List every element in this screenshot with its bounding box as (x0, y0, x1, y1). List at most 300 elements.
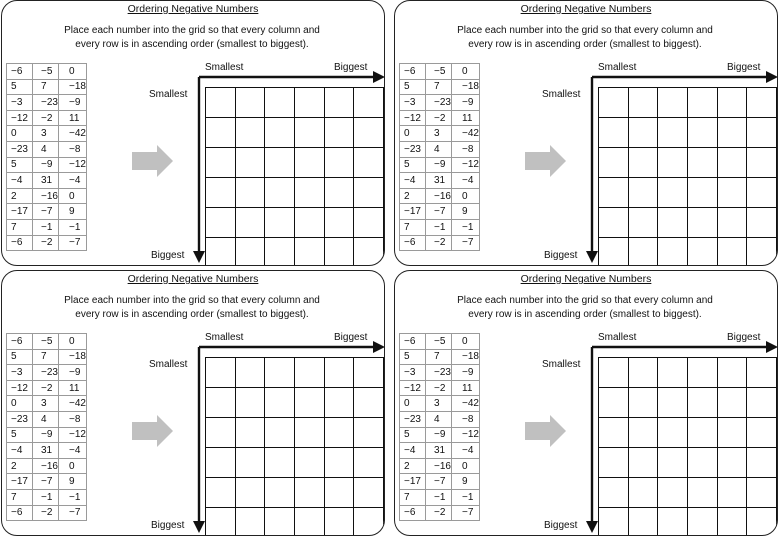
number-cell: −4 (59, 443, 87, 459)
answer-grid-cell[interactable] (687, 388, 717, 418)
answer-grid-cell[interactable] (747, 388, 777, 418)
smallest-label-top: Smallest (598, 332, 637, 343)
number-cell: 0 (452, 64, 480, 80)
number-cell: 11 (452, 380, 480, 396)
number-cell: −7 (59, 505, 87, 521)
number-cell: 9 (59, 204, 87, 220)
vertical-arrowhead-icon (586, 251, 598, 263)
answer-grid-cell[interactable] (658, 478, 688, 508)
answer-grid-cell[interactable] (294, 148, 324, 178)
number-cell: −3 (400, 365, 426, 381)
answer-grid-cell[interactable] (354, 148, 384, 178)
answer-grid-row (206, 88, 384, 118)
answer-grid-row (206, 388, 384, 418)
right-arrow-icon (132, 415, 173, 447)
number-cell: −42 (59, 126, 87, 142)
number-cell: 0 (7, 396, 33, 412)
answer-grid-cell[interactable] (717, 478, 747, 508)
answer-grid-cell[interactable] (235, 358, 265, 388)
answer-grid-cell[interactable] (717, 148, 747, 178)
answer-grid-cell[interactable] (294, 358, 324, 388)
number-cell: 0 (400, 396, 426, 412)
worksheet-card (1, 270, 385, 536)
number-cell: −6 (400, 64, 426, 80)
number-cell: −23 (33, 95, 59, 111)
number-cell: 4 (33, 411, 59, 427)
biggest-label-side: Biggest (544, 250, 578, 261)
number-cell: −18 (59, 349, 87, 365)
answer-grid-cell[interactable] (717, 388, 747, 418)
answer-grid-cell[interactable] (294, 508, 324, 537)
answer-grid-cell[interactable] (324, 508, 354, 537)
answer-grid-cell[interactable] (658, 238, 688, 267)
number-cell: 5 (7, 157, 33, 173)
answer-grid-cell[interactable] (658, 88, 688, 118)
number-cell: 4 (426, 141, 452, 157)
answer-grid-cell[interactable] (628, 508, 658, 537)
number-cell: −12 (400, 380, 426, 396)
answer-grid-row (599, 508, 777, 537)
instruction-line-1: Place each number into the grid so that every column and (457, 295, 713, 306)
answer-grid-cell[interactable] (235, 478, 265, 508)
answer-grid (205, 357, 384, 536)
answer-grid-cell[interactable] (354, 208, 384, 238)
right-arrow-icon (132, 145, 173, 177)
instruction-line-2: every row is in ascending order (smallest to biggest). (468, 39, 702, 50)
answer-grid-cell[interactable] (599, 358, 629, 388)
number-cell: 0 (452, 334, 480, 350)
number-cell: 7 (400, 489, 426, 505)
vertical-arrowhead-icon (193, 251, 205, 263)
number-cell: −8 (452, 411, 480, 427)
answer-grid-cell[interactable] (747, 418, 777, 448)
answer-grid-cell[interactable] (265, 148, 295, 178)
number-cell: 7 (400, 219, 426, 235)
answer-grid-cell[interactable] (599, 388, 629, 418)
answer-grid-cell[interactable] (235, 88, 265, 118)
number-cell: −4 (7, 173, 33, 189)
number-cell: −2 (426, 505, 452, 521)
answer-grid-cell[interactable] (354, 448, 384, 478)
answer-grid-row (206, 418, 384, 448)
number-cell: 31 (33, 443, 59, 459)
answer-grid-cell[interactable] (628, 88, 658, 118)
number-cell: −1 (452, 219, 480, 235)
answer-grid-cell[interactable] (747, 178, 777, 208)
number-cell: 0 (59, 458, 87, 474)
number-cell: 5 (7, 349, 33, 365)
answer-grid-cell[interactable] (354, 418, 384, 448)
answer-grid-cell[interactable] (687, 448, 717, 478)
number-cell: −6 (7, 64, 33, 80)
answer-grid-cell[interactable] (265, 478, 295, 508)
answer-grid-cell[interactable] (687, 478, 717, 508)
answer-grid-cell[interactable] (354, 388, 384, 418)
answer-grid-cell[interactable] (717, 358, 747, 388)
number-cell: −1 (426, 219, 452, 235)
answer-grid-cell[interactable] (235, 238, 265, 267)
answer-grid-cell[interactable] (658, 508, 688, 537)
answer-grid-cell[interactable] (717, 208, 747, 238)
worksheet-card (1, 0, 385, 266)
number-cell: −5 (426, 334, 452, 350)
answer-grid-cell[interactable] (324, 448, 354, 478)
number-cell: −7 (33, 204, 59, 220)
number-cell: 0 (59, 64, 87, 80)
answer-grid-cell[interactable] (206, 88, 236, 118)
answer-grid-cell[interactable] (628, 148, 658, 178)
answer-grid-row (599, 208, 777, 238)
answer-grid-row (206, 448, 384, 478)
number-cell: −8 (59, 141, 87, 157)
number-cell: −9 (59, 95, 87, 111)
answer-grid-cell[interactable] (265, 118, 295, 148)
number-cell: −42 (452, 126, 480, 142)
answer-grid-cell[interactable] (658, 448, 688, 478)
answer-grid-cell[interactable] (717, 448, 747, 478)
answer-grid-cell[interactable] (747, 478, 777, 508)
number-cell: 7 (426, 79, 452, 95)
number-cell: −17 (7, 474, 33, 490)
number-cell: −1 (33, 489, 59, 505)
answer-grid-cell[interactable] (717, 418, 747, 448)
answer-grid-cell[interactable] (324, 478, 354, 508)
horizontal-arrowhead-icon (373, 71, 385, 83)
answer-grid-cell[interactable] (687, 178, 717, 208)
answer-grid-cell[interactable] (747, 448, 777, 478)
number-cell: −1 (452, 489, 480, 505)
number-cell: −7 (33, 474, 59, 490)
answer-grid-cell[interactable] (717, 118, 747, 148)
answer-grid-row (599, 418, 777, 448)
number-cell: −2 (33, 110, 59, 126)
number-cell: −6 (7, 505, 33, 521)
answer-grid-cell[interactable] (294, 448, 324, 478)
number-cell: −2 (33, 235, 59, 251)
answer-grid-cell[interactable] (658, 208, 688, 238)
number-cell: −23 (400, 141, 426, 157)
answer-grid-cell[interactable] (324, 88, 354, 118)
number-cell: 7 (33, 79, 59, 95)
answer-grid-cell[interactable] (235, 148, 265, 178)
answer-grid-cell[interactable] (628, 448, 658, 478)
answer-grid-cell[interactable] (324, 148, 354, 178)
answer-grid-cell[interactable] (265, 238, 295, 267)
worksheet-card (394, 0, 778, 266)
answer-grid-row (206, 508, 384, 537)
answer-grid-cell[interactable] (235, 448, 265, 478)
number-cell: −7 (426, 474, 452, 490)
answer-grid-cell[interactable] (658, 118, 688, 148)
answer-grid-cell[interactable] (294, 418, 324, 448)
number-cell: 2 (400, 458, 426, 474)
answer-grid-row (206, 208, 384, 238)
number-cell: −2 (33, 505, 59, 521)
answer-grid-cell[interactable] (747, 238, 777, 267)
number-cell: −6 (7, 334, 33, 350)
number-cell: −3 (400, 95, 426, 111)
answer-grid-cell[interactable] (206, 118, 236, 148)
instruction-line-1: Place each number into the grid so that every column and (457, 25, 713, 36)
number-cell: −6 (400, 235, 426, 251)
worksheet-title: Ordering Negative Numbers (520, 273, 652, 285)
number-cell: 9 (452, 204, 480, 220)
answer-grid (598, 357, 777, 536)
answer-grid-cell[interactable] (294, 88, 324, 118)
answer-grid-cell[interactable] (265, 448, 295, 478)
number-cell: −5 (33, 64, 59, 80)
answer-grid-cell[interactable] (658, 178, 688, 208)
biggest-label-top: Biggest (727, 332, 761, 343)
answer-grid-cell[interactable] (687, 418, 717, 448)
number-cell: −9 (426, 157, 452, 173)
smallest-label-top: Smallest (598, 62, 637, 73)
number-cell: −9 (452, 95, 480, 111)
number-cell: −7 (452, 235, 480, 251)
answer-grid-cell[interactable] (354, 508, 384, 537)
number-cell: 5 (7, 427, 33, 443)
smallest-label-side: Smallest (542, 89, 581, 100)
answer-grid-cell[interactable] (599, 448, 629, 478)
answer-grid-cell[interactable] (294, 238, 324, 267)
answer-grid-cell[interactable] (747, 208, 777, 238)
number-cell: −6 (7, 235, 33, 251)
answer-grid-cell[interactable] (354, 358, 384, 388)
answer-grid-cell[interactable] (354, 478, 384, 508)
worksheet-title: Ordering Negative Numbers (520, 3, 652, 15)
answer-grid-cell[interactable] (747, 358, 777, 388)
number-cell: −4 (59, 173, 87, 189)
number-cell: −1 (426, 489, 452, 505)
biggest-label-top: Biggest (727, 62, 761, 73)
number-cell: −4 (400, 173, 426, 189)
answer-grid-cell[interactable] (747, 118, 777, 148)
number-cell: −16 (426, 188, 452, 204)
answer-grid-cell[interactable] (324, 118, 354, 148)
answer-grid-cell[interactable] (265, 508, 295, 537)
answer-grid-cell[interactable] (599, 238, 629, 267)
answer-grid-cell[interactable] (628, 238, 658, 267)
number-cell: 5 (400, 157, 426, 173)
number-cell: −18 (452, 349, 480, 365)
number-cell: −1 (33, 219, 59, 235)
answer-grid-cell[interactable] (599, 208, 629, 238)
number-cell: −5 (426, 64, 452, 80)
answer-grid-cell[interactable] (235, 418, 265, 448)
number-cell: −9 (33, 427, 59, 443)
number-cell: 7 (33, 349, 59, 365)
answer-grid-cell[interactable] (294, 208, 324, 238)
answer-grid-cell[interactable] (687, 208, 717, 238)
answer-grid-cell[interactable] (265, 418, 295, 448)
number-cell: −23 (426, 95, 452, 111)
answer-grid-cell[interactable] (717, 88, 747, 118)
number-cell: −7 (452, 505, 480, 521)
smallest-label-side: Smallest (542, 359, 581, 370)
number-cell: −12 (7, 380, 33, 396)
answer-grid-cell[interactable] (658, 418, 688, 448)
answer-grid-cell[interactable] (354, 118, 384, 148)
answer-grid-cell[interactable] (294, 178, 324, 208)
number-cell: −16 (33, 458, 59, 474)
answer-grid-row (206, 148, 384, 178)
answer-grid-cell[interactable] (687, 358, 717, 388)
right-arrow-icon (525, 415, 566, 447)
answer-grid-cell[interactable] (324, 208, 354, 238)
number-cell: −8 (59, 411, 87, 427)
biggest-label-top: Biggest (334, 62, 368, 73)
answer-grid-cell[interactable] (235, 388, 265, 418)
number-cell: −23 (400, 411, 426, 427)
answer-grid-cell[interactable] (206, 508, 236, 537)
answer-grid-cell[interactable] (265, 388, 295, 418)
answer-grid-cell[interactable] (206, 358, 236, 388)
answer-grid-cell[interactable] (206, 478, 236, 508)
answer-grid-row (599, 478, 777, 508)
number-cell: −2 (426, 235, 452, 251)
number-cell: −5 (33, 334, 59, 350)
number-cell: 31 (426, 443, 452, 459)
smallest-label-side: Smallest (149, 359, 188, 370)
worksheet-card (394, 270, 778, 536)
answer-grid-row (206, 358, 384, 388)
answer-grid-row (599, 148, 777, 178)
answer-grid-cell[interactable] (324, 178, 354, 208)
number-cell: 11 (59, 110, 87, 126)
number-cell: 4 (426, 411, 452, 427)
biggest-label-top: Biggest (334, 332, 368, 343)
answer-grid-cell[interactable] (294, 118, 324, 148)
answer-grid-cell[interactable] (599, 508, 629, 537)
answer-grid-row (599, 238, 777, 267)
answer-grid-cell[interactable] (206, 148, 236, 178)
instruction-line-1: Place each number into the grid so that every column and (64, 25, 320, 36)
answer-grid-cell[interactable] (658, 388, 688, 418)
answer-grid-cell[interactable] (324, 358, 354, 388)
number-cell: −4 (400, 443, 426, 459)
answer-grid-cell[interactable] (628, 418, 658, 448)
answer-grid-cell[interactable] (628, 478, 658, 508)
answer-grid-cell[interactable] (294, 388, 324, 418)
answer-grid-cell[interactable] (599, 178, 629, 208)
answer-grid-cell[interactable] (206, 418, 236, 448)
number-cell: 11 (59, 380, 87, 396)
answer-grid-cell[interactable] (265, 358, 295, 388)
answer-grid-cell[interactable] (658, 358, 688, 388)
smallest-label-side: Smallest (149, 89, 188, 100)
answer-grid-cell[interactable] (747, 88, 777, 118)
answer-grid-cell[interactable] (354, 178, 384, 208)
answer-grid (598, 87, 777, 266)
answer-grid-cell[interactable] (235, 208, 265, 238)
number-cell: −18 (452, 79, 480, 95)
number-cell: 31 (426, 173, 452, 189)
answer-grid-cell[interactable] (599, 478, 629, 508)
answer-grid-cell[interactable] (628, 178, 658, 208)
number-cell: 0 (400, 126, 426, 142)
answer-grid-cell[interactable] (747, 508, 777, 537)
answer-grid-cell[interactable] (599, 418, 629, 448)
instruction-line-2: every row is in ascending order (smallest to biggest). (468, 309, 702, 320)
answer-grid-cell[interactable] (294, 478, 324, 508)
answer-grid-cell[interactable] (687, 238, 717, 267)
number-cell: −18 (59, 79, 87, 95)
answer-grid-cell[interactable] (628, 388, 658, 418)
answer-grid-cell[interactable] (206, 178, 236, 208)
answer-grid-cell[interactable] (628, 118, 658, 148)
answer-grid-cell[interactable] (628, 358, 658, 388)
answer-grid-cell[interactable] (265, 208, 295, 238)
answer-grid-cell[interactable] (687, 148, 717, 178)
answer-grid-cell[interactable] (658, 148, 688, 178)
answer-grid-cell[interactable] (687, 508, 717, 537)
answer-grid-cell[interactable] (206, 448, 236, 478)
answer-grid-cell[interactable] (206, 208, 236, 238)
answer-grid-cell[interactable] (324, 238, 354, 267)
number-cell: 3 (33, 126, 59, 142)
answer-grid-cell[interactable] (265, 178, 295, 208)
number-cell: −9 (33, 157, 59, 173)
answer-grid-cell[interactable] (324, 388, 354, 418)
number-cell: −3 (7, 365, 33, 381)
number-cell: −4 (452, 443, 480, 459)
number-cell: −3 (7, 95, 33, 111)
number-cell: 3 (33, 396, 59, 412)
answer-grid-cell[interactable] (687, 88, 717, 118)
vertical-arrowhead-icon (193, 521, 205, 533)
answer-grid-cell[interactable] (235, 178, 265, 208)
answer-grid-cell[interactable] (717, 178, 747, 208)
answer-grid-cell[interactable] (235, 508, 265, 537)
answer-grid-cell[interactable] (354, 88, 384, 118)
number-cell: −2 (33, 380, 59, 396)
answer-grid-row (599, 118, 777, 148)
answer-grid-row (599, 88, 777, 118)
number-cell: −4 (452, 173, 480, 189)
answer-grid-cell[interactable] (628, 208, 658, 238)
number-cell: 5 (7, 79, 33, 95)
answer-grid-cell[interactable] (235, 118, 265, 148)
answer-grid-cell[interactable] (747, 148, 777, 178)
answer-grid-cell[interactable] (354, 238, 384, 267)
number-cell: 7 (426, 349, 452, 365)
answer-grid-row (599, 178, 777, 208)
number-cell: −23 (7, 411, 33, 427)
answer-grid-cell[interactable] (599, 88, 629, 118)
answer-grid-cell[interactable] (324, 418, 354, 448)
answer-grid-cell[interactable] (206, 238, 236, 267)
number-cell: −6 (400, 505, 426, 521)
number-cell: 0 (59, 334, 87, 350)
answer-grid-cell[interactable] (265, 88, 295, 118)
number-cell: 3 (426, 126, 452, 142)
number-cell: 0 (452, 458, 480, 474)
answer-grid-cell[interactable] (206, 388, 236, 418)
biggest-label-side: Biggest (544, 520, 578, 531)
answer-grid-cell[interactable] (687, 118, 717, 148)
number-cell: −6 (400, 334, 426, 350)
answer-grid-cell[interactable] (717, 238, 747, 267)
number-cell: −1 (59, 219, 87, 235)
number-cell: −16 (33, 188, 59, 204)
answer-grid-cell[interactable] (599, 148, 629, 178)
biggest-label-side: Biggest (151, 520, 185, 531)
number-cell: −2 (426, 110, 452, 126)
answer-grid-cell[interactable] (599, 118, 629, 148)
number-cell: 3 (426, 396, 452, 412)
answer-grid-cell[interactable] (717, 508, 747, 537)
number-cell: −12 (452, 157, 480, 173)
